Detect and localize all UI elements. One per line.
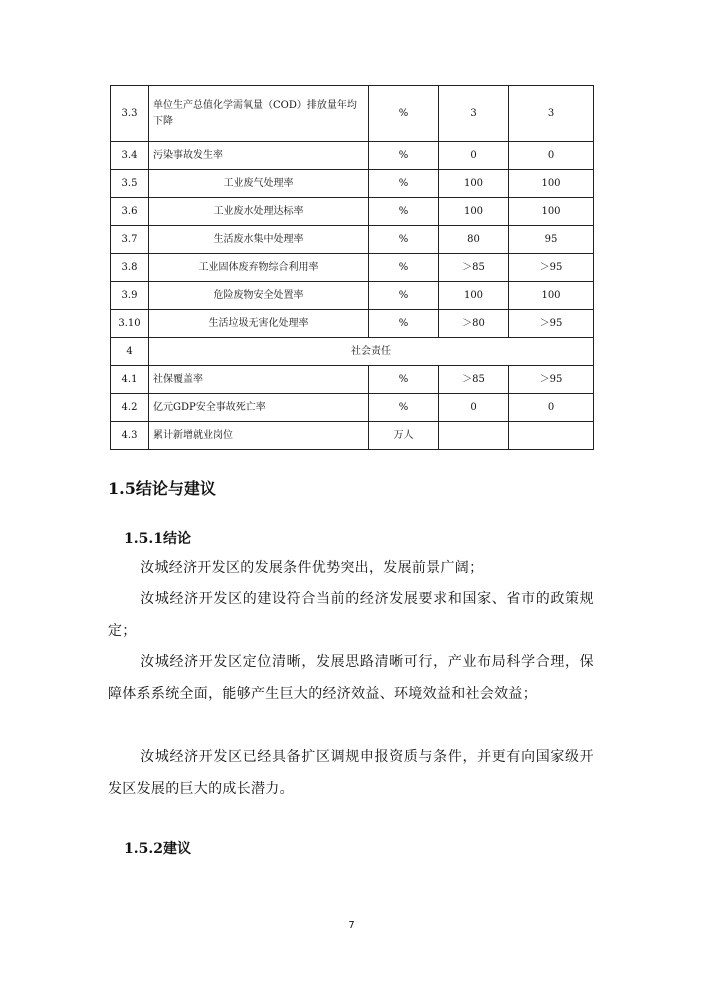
table-row [111, 198, 594, 226]
value-cell-2: 0 [509, 142, 594, 170]
table-row [111, 170, 594, 198]
row-number-cell: 3.5 [111, 170, 149, 198]
value-cell-1: 80 [439, 226, 509, 254]
value-cell-1: 3 [439, 86, 509, 142]
row-number-cell: 4.3 [111, 422, 149, 450]
table-row [111, 86, 594, 142]
unit-cell: % [369, 142, 439, 170]
table-row [111, 310, 594, 338]
indicator-name-cell: 单位生产总值化学需氧量（COD）排放量年均下降 [149, 86, 369, 142]
value-cell-1: ＞85 [439, 366, 509, 394]
row-number-cell: 4 [111, 338, 149, 366]
unit-cell: % [369, 394, 439, 422]
indicator-name-cell: 工业废气处理率 [149, 170, 369, 198]
value-cell-2: 0 [509, 394, 594, 422]
table-row [111, 394, 594, 422]
value-cell-2: 3 [509, 86, 594, 142]
indicator-name-cell: 生活垃圾无害化处理率 [149, 310, 369, 338]
value-cell-2: ＞95 [509, 366, 594, 394]
indicator-name-cell: 亿元GDP安全事故死亡率 [149, 394, 369, 422]
value-cell-2: ＞95 [509, 310, 594, 338]
value-cell-1: 100 [439, 282, 509, 310]
value-cell-1 [439, 422, 509, 450]
unit-cell: % [369, 170, 439, 198]
page-number: 7 [348, 920, 355, 931]
indicator-name-cell: 工业废水处理达标率 [149, 198, 369, 226]
indicator-name-cell: 生活废水集中处理率 [149, 226, 369, 254]
unit-cell: % [369, 310, 439, 338]
unit-cell: % [369, 254, 439, 282]
row-number-cell: 3.10 [111, 310, 149, 338]
value-cell-2 [509, 422, 594, 450]
table-row [111, 282, 594, 310]
row-number-cell: 4.1 [111, 366, 149, 394]
indicator-name-cell: 危险废物安全处置率 [149, 282, 369, 310]
row-number-cell: 3.4 [111, 142, 149, 170]
indicator-name-cell: 社保覆盖率 [149, 366, 369, 394]
suggestion-heading: 1.5.2建议 [124, 841, 191, 857]
value-cell-2: ＞95 [509, 254, 594, 282]
indicator-table-body [111, 86, 594, 450]
table-row [111, 338, 594, 366]
indicator-table [110, 85, 594, 450]
row-number-cell: 3.7 [111, 226, 149, 254]
table-row [111, 422, 594, 450]
value-cell-1: ＞80 [439, 310, 509, 338]
value-cell-1: 100 [439, 170, 509, 198]
value-cell-2: 95 [509, 226, 594, 254]
value-cell-1: ＞85 [439, 254, 509, 282]
value-cell-1: 0 [439, 142, 509, 170]
conclusion-paragraph-3: 汝城经济开发区定位清晰，发展思路清晰可行，产业布局科学合理，保障体系系统全面，能够产生巨大的经济效益、环境效益和社会效益； [108, 654, 594, 702]
table-row [111, 142, 594, 170]
conclusion-paragraph-1: 汝城经济开发区的发展条件优势突出，发展前景广阔； [140, 560, 484, 576]
unit-cell: % [369, 226, 439, 254]
row-number-cell: 4.2 [111, 394, 149, 422]
indicator-name-cell: 污染事故发生率 [149, 142, 369, 170]
value-cell-2: 100 [509, 282, 594, 310]
unit-cell: % [369, 282, 439, 310]
conclusion-paragraph-4: 汝城经济开发区已经具备扩区调规申报资质与条件，并更有向国家级开发区发展的巨大的成长潜力。 [108, 749, 594, 797]
table-row [111, 366, 594, 394]
unit-cell: % [369, 366, 439, 394]
value-cell-1: 0 [439, 394, 509, 422]
conclusion-paragraph-2: 汝城经济开发区的建设符合当前的经济发展要求和国家、省市的政策规定； [108, 591, 594, 639]
section-label-cell: 社会责任 [149, 338, 594, 366]
value-cell-2: 100 [509, 198, 594, 226]
row-number-cell: 3.9 [111, 282, 149, 310]
row-number-cell: 3.8 [111, 254, 149, 282]
row-number-cell: 3.3 [111, 86, 149, 142]
indicator-name-cell: 工业固体废弃物综合利用率 [149, 254, 369, 282]
row-number-cell: 3.6 [111, 198, 149, 226]
table-row [111, 226, 594, 254]
indicator-name-cell: 累计新增就业岗位 [149, 422, 369, 450]
value-cell-2: 100 [509, 170, 594, 198]
unit-cell: % [369, 198, 439, 226]
value-cell-1: 100 [439, 198, 509, 226]
section-title: 1.5结论与建议 [108, 479, 216, 498]
conclusion-heading: 1.5.1结论 [124, 531, 191, 547]
unit-cell: 万人 [369, 422, 439, 450]
unit-cell: % [369, 86, 439, 142]
table-row [111, 254, 594, 282]
